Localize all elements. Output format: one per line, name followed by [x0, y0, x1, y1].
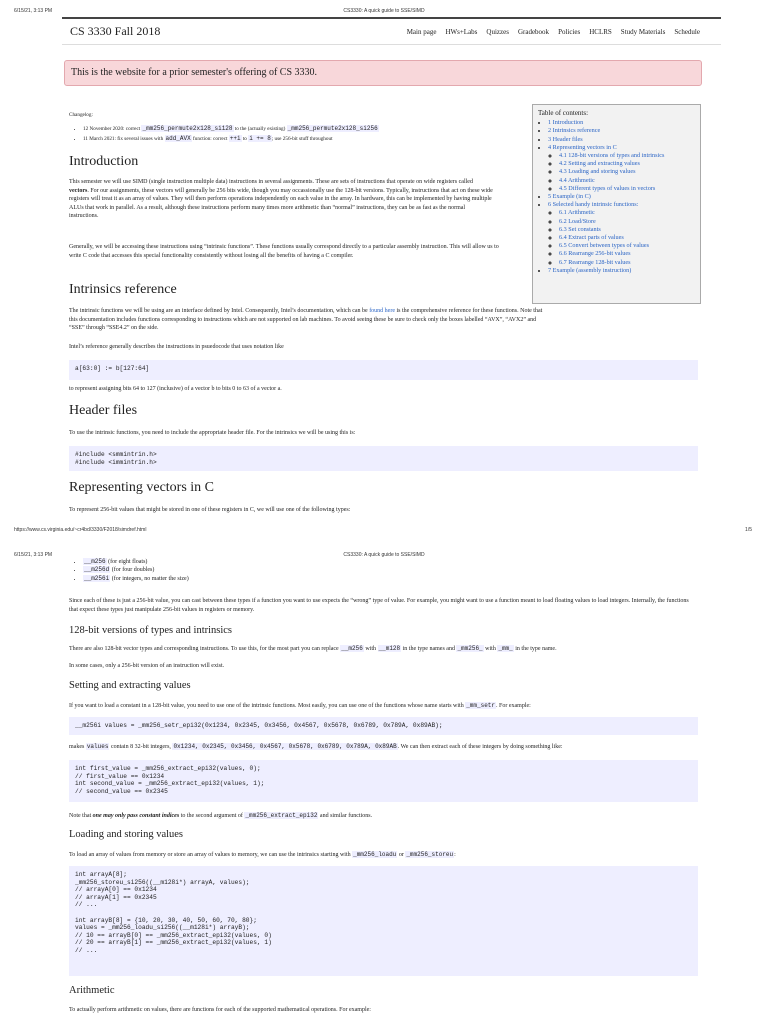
heading-loading-storing: Loading and storing values: [69, 829, 184, 840]
toc-link-128-bit[interactable]: 4.1 128-bit versions of types and intrinsics: [559, 152, 665, 160]
changelog-list: [73, 124, 379, 144]
print-page-number: 1/5: [745, 527, 752, 533]
setting-paragraph: Note that one may only pass constant indices to the second argument of _mm256_extract_epi32 and similar functions.: [69, 812, 373, 819]
print-title: CS3330: A quick guide to SSE/SIMD: [343, 552, 425, 558]
toc-link-arithmetic[interactable]: 4.4 Arithmetic: [559, 176, 595, 184]
toc-link-example-c[interactable]: 5 Example (in C): [548, 193, 591, 201]
code-block: int arrayA[8]; _mm256_storeu_si256((__m128i*) arrayA, values); // arrayA[0] == 0x1234 // arrayA[1] == 0x2345 // ... int arrayB[8] = {10, 20, 30, 40, 50, 60, 70, 80}; values = _mm256_loadu_si256((__m128i*) arrayB); // 10 == arrayB[0] == _mm256_extract_epi32(values, 0) // 20 == arrayB[1] == _mm256_extract_epi32(values, 1) // ...: [69, 866, 698, 976]
list-item: • __m256 (for eight floats): [83, 558, 189, 566]
print-url: https://www.cs.virginia.edu/~cr4bd/3330/F2018/simdref.html: [14, 527, 147, 533]
toc-link-different-types[interactable]: 4.5 Different types of values in vectors: [559, 184, 656, 192]
heading-128-bit: 128-bit versions of types and intrinsics: [69, 625, 233, 636]
toc-link-6-1[interactable]: 6.1 Arithmetic: [559, 209, 595, 217]
list-item: • __m256d (for four doubles): [83, 566, 189, 574]
toc-link-6-6[interactable]: 6.6 Rearrange 256-bit values: [559, 250, 631, 258]
heading-setting-extracting: Setting and extracting values: [69, 680, 191, 691]
setting-paragraph: If you want to load a constant in a 128-bit value, you need to use one of the intrinsic functions. Most easily, you can use one of the functions whose name starts with _mm_setr. For example:: [69, 702, 531, 709]
header-paragraph: To use the intrinsic functions, you need to include the appropriate header file. For the intrinsics we will be using this is:: [69, 430, 356, 436]
intrinsics-paragraph: Intel’s reference generally describes the instructions in psuedocode that uses notation like: [69, 344, 284, 350]
code-block: #include <smmintrin.h> #include <immintrin.h>: [69, 446, 698, 471]
toc-link-header-files[interactable]: 3 Header files: [548, 135, 583, 143]
vectors-paragraph: To represent 256-bit values that might be stored in one of these registers in C, we will use one of the following types:: [69, 507, 351, 513]
nav-main-page[interactable]: Main page: [406, 28, 437, 36]
heading-header-files: Header files: [69, 403, 138, 418]
toc-link-representing-vectors[interactable]: 4 Representing vectors in C: [548, 143, 617, 151]
nav-gradebook[interactable]: Gradebook: [517, 28, 550, 36]
changelog-entry: • 11 March 2021: fix several issues with add_AVX function: correct ++i to i += 8; use 256-bit stuff throughout: [83, 134, 379, 144]
intro-paragraph: Generally, we will be accessing these instructions using “intrinsic functions”. These functions usually correspond directly to a particular assembly instruction. This will allow us to write C code that accesses this special functionality consistently without losing all the benefits of having a C compiler.: [69, 244, 499, 259]
heading-introduction: Introduction: [69, 154, 139, 169]
s128-paragraph: In some cases, only a 256-bit version of an instruction will exist.: [69, 663, 225, 669]
print-date: 6/15/21, 3:13 PM: [14, 8, 53, 14]
intel-docs-link[interactable]: found here: [369, 308, 396, 314]
toc-link-introduction[interactable]: 1 Introduction: [548, 119, 584, 127]
toc-link-loading-storing[interactable]: 4.3 Loading and storing values: [559, 168, 636, 176]
top-rule: [62, 17, 721, 19]
s128-paragraph: There are also 128-bit vector types and corresponding instructions. To use this, for the most part you can replace __m256 with __m128 in the type names and _mm256_ with _mm_ in the type name.: [69, 645, 557, 652]
prior-semester-notice: This is the website for a prior semester's offering of CS 3330.: [64, 60, 702, 86]
nav-divider: [62, 44, 721, 45]
toc-link-6-3[interactable]: 6.3 Set constants: [559, 225, 601, 233]
heading-arithmetic: Arithmetic: [69, 985, 115, 996]
arithmetic-paragraph: To actually perform arithmetic on values, there are functions for each of the supported mathematical operations. For example:: [69, 1007, 371, 1013]
toc-title: Table of contents:: [538, 109, 589, 117]
toc-link-intrinsics-reference[interactable]: 2 Intrinsics reference: [548, 127, 601, 135]
intrinsics-paragraph: to represent assigning bits 64 to 127 (inclusive) of a vector b to bits 0 to 63 of a vector a.: [69, 386, 282, 392]
heading-intrinsics-reference: Intrinsics reference: [69, 282, 177, 297]
print-title: CS3330: A quick guide to SSE/SIMD: [343, 8, 425, 14]
changelog-label: Changelog:: [69, 112, 93, 118]
intro-paragraph: This semester we will use SIMD (single instruction multiple data) instructions in several assignments. These are sets of instructions that operate on wide registers called vectors. For our assignments, these vectors will generally be 256 bits wide, though you may occassionally use the 128-bit versions. Typically, instructions that act on these wide registers will treat it as an array of values. They will then perform operations independently on each value in the array. In hardware, this can be implemented by having multiple ALUs that work in parallel. As a result, although these instructions perform many times more arithmetic than “normal” instructions, they can be as fast as the normal instructions.: [69, 179, 493, 219]
table-of-contents: [532, 104, 701, 304]
vector-types-list: [73, 558, 189, 583]
toc-link-example-assembly[interactable]: 7 Example (assembly instruction): [548, 266, 632, 274]
nav-policies[interactable]: Policies: [558, 28, 581, 36]
toc-link-6-4[interactable]: 6.4 Extract parts of values: [559, 234, 624, 242]
intrinsics-paragraph: The intrinsic functions we will be using are an interface defined by Intel. Consequently, Intel’s documentation, which can be found here is the comprehensive reference for these functions. Note that this documentation includes functions corresponding to instructions which are not supported on lab machines. To avoid seeing these be sure to check only the boxes labelled “AVX”, “AVX2” and “SSE” through “SSE4.2” on the side.: [69, 308, 543, 331]
nav-quizzes[interactable]: Quizzes: [486, 28, 509, 36]
toc-link-6-7[interactable]: 6.7 Rearrange 128-bit values: [559, 258, 631, 266]
nav-schedule[interactable]: Schedule: [674, 28, 700, 36]
toc-link-selected-intrinsics[interactable]: 6 Selected handy intrinsic functions:: [548, 201, 639, 209]
loading-paragraph: To load an array of values from memory or store an array of values to memory, we can use the intrinsics starting with _mm256_loadu or _mm256_storeu:: [69, 851, 456, 858]
nav-hws-labs[interactable]: HWs+Labs: [445, 28, 478, 36]
site-nav: [407, 28, 700, 36]
nav-hclrs[interactable]: HCLRS: [589, 28, 612, 36]
code-block: __m256i values = _mm256_setr_epi32(0x1234, 0x2345, 0x3456, 0x4567, 0x5678, 0x6789, 0x789A, 0x89AB);: [69, 717, 698, 735]
setting-paragraph: makes values contain 8 32-bit integers, 0x1234, 0x2345, 0x3456, 0x4567, 0x5678, 0x6789, 0x789A, 0x89AB. We can then extract each of these integers by doing something like:: [69, 743, 563, 750]
vectors-paragraph: Since each of these is just a 256-bit value, you can cast between these types if a function you want to use expects the “wrong” type of value. For example, you might want to use a function meant to load floating values to load integers. Internally, the functions that expect these types just manipulate 256-bit values in registers or memory.: [69, 598, 689, 613]
toc-link-6-2[interactable]: 6.2 Load/Store: [559, 217, 596, 225]
code-block: a[63:0] := b[127:64]: [69, 360, 698, 380]
toc-link-6-5[interactable]: 6.5 Convert between types of values: [559, 242, 650, 250]
changelog-entry: • 12 November 2020: correct _mm256_permute2x128_si128 to the (actually existing) _mm256_permute2x128_si256: [83, 124, 379, 134]
heading-representing-vectors: Representing vectors in C: [69, 480, 215, 495]
list-item: • __m256i (for integers, no matter the size): [83, 575, 189, 583]
site-title[interactable]: CS 3330 Fall 2018: [70, 24, 161, 38]
nav-study-materials[interactable]: Study Materials: [620, 28, 666, 36]
print-date: 6/15/21, 3:13 PM: [14, 552, 53, 558]
toc-link-setting-extracting[interactable]: 4.2 Setting and extracting values: [559, 160, 640, 168]
code-block: int first_value = _mm256_extract_epi32(values, 0); // first_value == 0x1234 int second_value = _mm256_extract_epi32(values, 1); // second_value == 0x2345: [69, 760, 698, 802]
